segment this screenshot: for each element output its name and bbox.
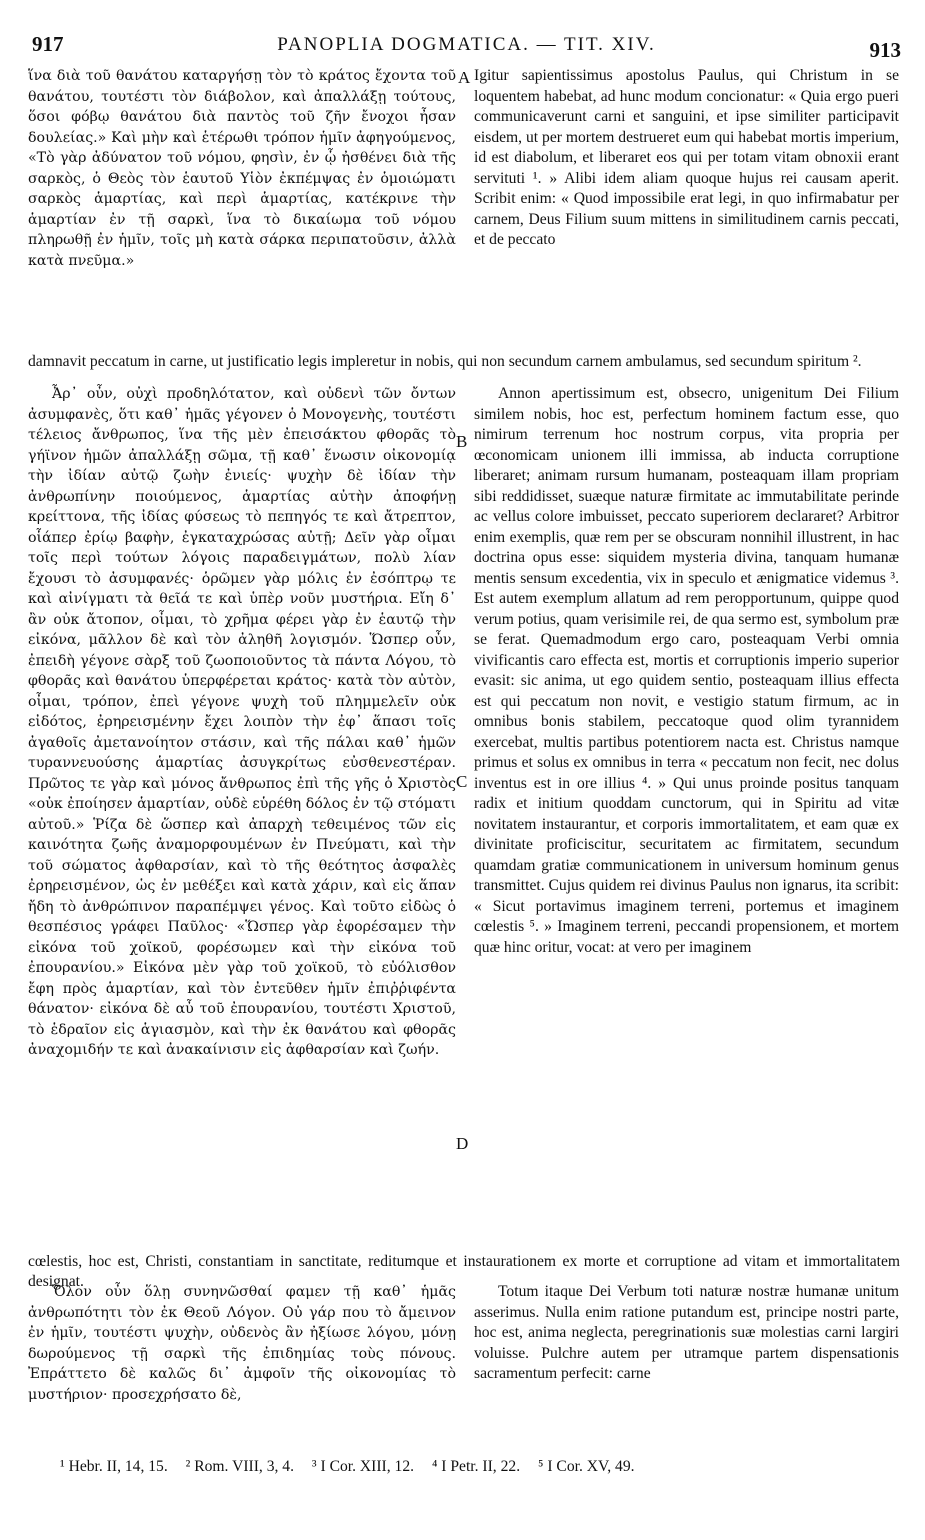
latin-paragraph: cœlestis, hoc est, Christi, constantiam in sanctitate, reditumque et instaurationem ex morte et corruptione ad vitam et immortalitatem designat. [28, 1252, 900, 1291]
footnote: ¹ Hebr. II, 14, 15. [60, 1458, 168, 1475]
latin-paragraph: Annon apertissimum est, obsecro, unigenitum Dei Filium similem nobis, hoc est, perfectum hominem factum esse, quo nimirum terrenum hoc nostrum corpus, vita propria per œconomicam unionem illi immissa, ab inducta corruptione liberaret; animam rursum humanam, posteaquam illam propriam sibi reddidisset, suæque naturæ firmitate ac immutabilitate perinde ac vellus colore imbuisset, peccato superiorem declararet? Arbitror enim exemplis, quæ rem per se obscuram nonnihil illustrent, in hac doctrina opus esse: siquidem mysteria divina, tanquam humanæ mentis sensum excedentia, vix in speculo et ænigmatice videmus ³. Est autem exemplum allatum ad rem peropportunum, quippe quod verum potius, quam verisimile rei, de qua sermo est, symbolum præ se ferat. Quemadmodum ergo caro, posteaquam Verbi omnia vivificantis caro effecta est, mortis et corruptionis imperio superior evasit: sic anima, ut ego quidem sentio, posteaquam illius effecta est qui peccatum non novit, e vestigio statum firmum, ac in omnibus bonis stabilem, peccatoque quod olim tyrannidem exercebat, multis partibus potentiorem nacta est. Christus namque primus et solus ex omnibus in terra « peccatum non fecit, nec dolus inventus est in ore illius ⁴. » Qui unus proinde positus tanquam radix et initium quoddam cunctorum, qui in Spiritu ad vitæ novitatem instaurantur, et corporis immortalitatem, et eam quæ ex divinitate proficiscitur, securitatem ac firmitatem, secundum quamdam gratiæ communicationem in universum hominum genus transmittet. Cujus quidem rei divinus Paulus non ignarus, ita scribit: « Sicut portavimus imaginem terreni, portemus et imaginem cœlestis ⁵. » Imaginem terreni, peccandi propensionem, et mortem quæ hinc oritur, vocat: at vero per imaginem [474, 385, 899, 956]
greek-paragraph: Ἆρ᾽ οὖν, οὐχὶ προδηλότατον, καὶ οὐδενὶ τῶν ὄντων ἀσυμφανὲς, ὅτι καθ᾽ ἡμᾶς γέγονεν ὁ Μονογενὴς, τουτέστι τέλειος ἄνθρωπος, ἵνα τῆς μὲν ἐπεισάκτου φθορᾶς τὸ γήϊνον ἡμῶν ἀπαλλάξῃ σῶμα, τῇ καθ᾽ ἕνωσιν οἰκονομίᾳ τὴν ἰδίαν αὐτῷ ζωὴν ἐνιείς· ψυχὴν δὲ ἰδίαν τὴν ἀνθρωπίνην ποιούμενος, ἁμαρτίας αὐτὴν ἀποφήνῃ κρείττονα, τῆς ἰδίας φύσεως τὸ πεπηγός τε καὶ ἄτρεπτον, οἷάπερ ἐρίῳ βαφὴν, ἐγκαταχρώσας αὐτῇ; Δεῖν γὰρ οἶμαι τοῖς περὶ τούτων λόγοις παραδειγμάτων, πολὺ λίαν ἔχουσι τὸ ἀσυμφανές· ὁρῶμεν γὰρ μόλις ἐν ἐσόπτρῳ τε καὶ αἰνίγματι τὰ θεῖά τε καὶ ὑπὲρ νοῦν μυστήρια. Εἴη δ᾽ ἂν οὐκ ἄτοπον, οἶμαι, τὸ χρῆμα φέρει γὰρ ἐν ἑαυτῷ τὴν εἰκόνα, μᾶλλον δὲ καὶ τὸν ἀληθῆ λογισμόν. Ὥσπερ οὖν, ἐπειδὴ γέγονε σὰρξ τοῦ ζωοποιοῦντος τὰ πάντα Λόγου, τὸ φθορᾶς καὶ θανάτου ὑπερφέρεται κράτος· κατὰ τὸν αὐτὸν, οἶμαι, τρόπον, ἐπεὶ γέγονε ψυχὴ τοῦ πλημμελεῖν οὐκ εἰδότος, ἐρηρεισμένην ἔχει λοιπὸν τὴν ἐφ᾽ ἅπασι τοῖς ἀγαθοῖς ἀμετανοίητον στάσιν, καὶ τῆς πάλαι καθ᾽ ἡμῶν τυραννευούσης ἁμαρτίας ἀσυγκρίτως εὐσθενεστέραν. Πρῶτος τε γὰρ καὶ μόνος ἄνθρωπος ἐπὶ τῆς γῆς ὁ Χριστὸς «οὐκ ἐποίησεν ἁμαρτίαν, οὐδὲ εὑρέθη δόλος ἐν τῷ στόματι αὐτοῦ.» Ῥίζα δὲ ὥσπερ καὶ ἀπαρχὴ τεθειμένος τῶν εἰς καινότητα ζωῆς ἀναμορφουμένων ἐν Πνεύματι, καὶ τὴν τοῦ σώματος ἀφθαρσίαν, καὶ τὸ τῆς θεότητος ἀσφαλὲς ἐρηρεισμένον, ὡς ἐν μεθέξει καὶ κατὰ χάριν, καὶ εἰς ἅπαν ἤδη τὸ ἀνθρώπινον παραπέμψει γένος. Καὶ τοῦτο εἰδὼς ὁ θεσπέσιος γράφει Παῦλος· «Ὥσπερ γὰρ ἐφορέσαμεν τὴν εἰκόνα τοῦ χοϊκοῦ, φορέσωμεν καὶ τὴν εἰκόνα τοῦ ἐπουρανίου.» Εἰκόνα μὲν γὰρ τοῦ χοϊκοῦ, τὸ εὐόλισθον ἔφη πρὸς ἁμαρτίαν, καὶ τὸν ἐντεῦθεν ἡμῖν ἐπιῤῥιφέντα θάνατον· εἰκόνα δὲ αὖ τοῦ ἐπουρανίου, τουτέστι Χριστοῦ, τὸ ἑδραῖον εἰς ἁγιασμὸν, καὶ τὴν ἐκ θανάτου καὶ φθορᾶς ἀναχομιδήν τε καὶ ἀνακαίνισιν εἰς ἀφθαρσίαν καὶ ζωήν. [28, 386, 456, 1058]
latin-paragraph: Igitur sapientissimus apostolus Paulus, qui Christum in se loquentem habebat, ad hunc modum concionatur: « Quia ergo pueri communicaverunt carni et sanguini, et ipse similiter participavit eisdem, ut per mortem destrueret eum qui habebat mortis imperium, id est diabolum, et liberaret eos qui per totam vitam obnoxii erant servituti ¹. » Alibi idem aliam quoque hujus rei causam aperit. Scribit enim: « Quod impossibile erat legi, in quo infirmabatur per carnem, Deus Filium suum mittens in similitudinem carnis peccati, et de peccato [474, 67, 899, 248]
latin-paragraph: damnavit peccatum in carne, ut justificatio legis impleretur in nobis, qui non secundum carnem ambulamus, sed secundum spiritum ². [28, 352, 862, 370]
page-number-left: 917 [32, 32, 64, 56]
greek-column-section-2 [28, 384, 456, 1061]
latin-paragraph: Totum itaque Dei Verbum toti naturæ nostræ humanæ unitum asserimus. Nulla enim ratione putandum est, principe nostri parte, hoc est, anima neglecta, peregrinationis suæ molestias carni largiri voluisse. Pulchre autem per utramque partem dispensationis sacramentum perfecit: carne [474, 1283, 899, 1382]
footnote: ⁵ I Cor. XV, 49. [538, 1458, 635, 1475]
footnote: ² Rom. VIII, 3, 4. [185, 1458, 294, 1475]
footnote: ³ I Cor. XIII, 12. [311, 1458, 415, 1475]
margin-marker-d: D [456, 1134, 469, 1153]
latin-column-section-2 [474, 384, 899, 958]
running-title: PANOPLIA DOGMATICA. — TIT. XIV. [277, 34, 656, 55]
footnotes [60, 1458, 900, 1476]
greek-column-section-3 [28, 1282, 456, 1405]
latin-continuation-section-1 [28, 336, 900, 388]
greek-paragraph: Ὅλον οὖν ὅλῃ συνηνῶσθαί φαμεν τῇ καθ᾽ ἡμᾶς ἀνθρωπότητι τὸν ἐκ Θεοῦ Λόγον. Οὐ γάρ που τὸ ἄμεινον ἐν ἡμῖν, τουτέστι ψυχὴν, οὐδενὸς ἂν ἠξίωσε λόγου, μόνῃ δωρούμενος τῇ σαρκὶ τῆς ἐπιδημίας τοὺς πόνους. Ἐπράττετο δὲ καλῶς δι᾽ ἀμφοῖν τῆς οἰκονομίας τὸ μυστήριον· προσεχρήσατο δὲ, [28, 1284, 456, 1403]
page-number-right: 913 [869, 38, 901, 62]
footnote: ⁴ I Petr. II, 22. [431, 1458, 521, 1475]
latin-column-section-3 [474, 1282, 899, 1385]
margin-marker-a: A [458, 68, 471, 87]
margin-marker-b: B [456, 432, 468, 451]
greek-paragraph: ἵνα διὰ τοῦ θανάτου καταργήσῃ τὸν τὸ κράτος ἔχοντα τοῦ θανάτου, τουτέστι τὸν διάβολον, καὶ ἀπαλλάξῃ τούτους, ὅσοι φόβῳ θανάτου διὰ παντὸς τοῦ ζῆν ἔνοχοι ἦσαν δουλείας.» Καὶ μὴν καὶ ἑτέρωθι τρόπον ἡμῖν ἀφηγούμενος, «Τὸ γὰρ ἀδύνατον τοῦ νόμου, φησὶν, ἐν ᾧ ἠσθένει διὰ τῆς σαρκὸς, ὁ Θεὸς τὸν ἑαυτοῦ Υἱὸν ἐκπέμψας ἐν ὁμοιώματι σαρκὸς ἁμαρτίας, καὶ περὶ ἁμαρτίας, κατέκρινε τὴν ἁμαρτίαν ἐν τῇ σαρκὶ, ἵνα τὸ δικαίωμα τοῦ νόμου πληρωθῇ ἐν ἡμῖν, τοῖς μὴ κατὰ σάρκα περιπατοῦσιν, ἀλλὰ κατὰ πνεῦμα.» [28, 68, 456, 269]
page-header [28, 30, 905, 66]
latin-column-section-1 [474, 66, 899, 251]
greek-column-section-1 [28, 66, 456, 271]
margin-marker-c: C [456, 772, 468, 791]
